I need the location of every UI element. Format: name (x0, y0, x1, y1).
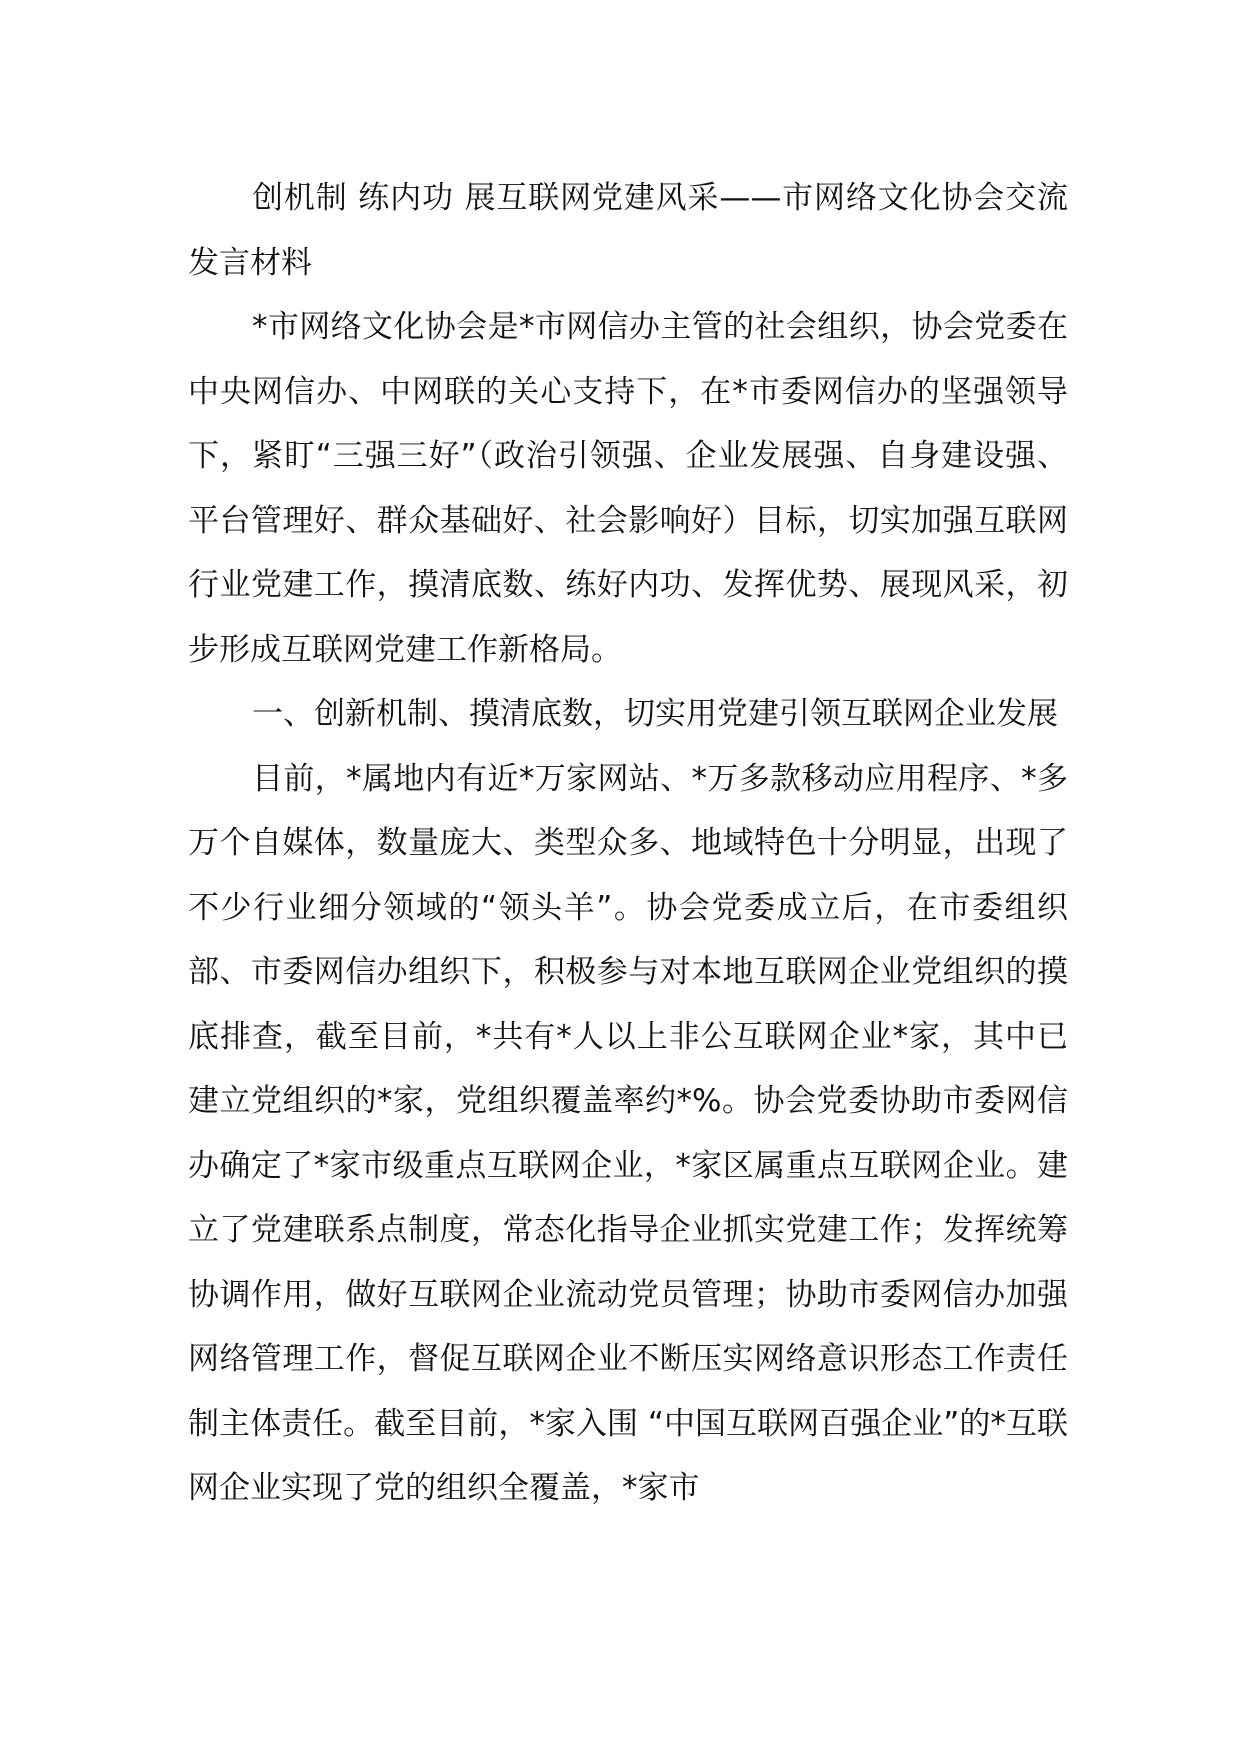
paragraph-section-1: 目前，*属地内有近*万家网站、*万多款移动应用程序、*多万个自媒体，数量庞大、类型众多、地域特色十分明显，出现了不少行业细分领域的“领头羊”。协会党委成立后，在市委组织部、市委网信办组织下，积极参与对本地互联网企业党组织的摸底排查，截至目前，*共有*人以上非公互联网企业*家，其中已建立党组织的*家，党组织覆盖率约*%。协会党委协助市委网信办确定了*家市级重点互联网企业，*家区属重点互联网企业。建立了党建联系点制度，常态化指导企业抓实党建工作；发挥统筹协调作用，做好互联网企业流动党员管理；协助市委网信办加强网络管理工作，督促互联网企业不断压实网络意识形态工作责任制主体责任。截至目前，*家入围 “中国互联网百强企业”的*互联网企业实现了党的组织全覆盖，*家市 (188, 760, 1068, 1506)
section-heading-1: 一、创新机制、摸清底数，切实用党建引领互联网企业发展 (252, 696, 1058, 732)
document-body (188, 166, 1068, 1521)
paragraph-intro: *市网络文化协会是*市网信办主管的社会组织，协会党委在中央网信办、中网联的关心支持下，在*市委网信办的坚强领导下，紧盯“三强三好”（政治引领强、企业发展强、自身建设强、平台管理好、群众基础好、社会影响好）目标，切实加强互联网行业党建工作，摸清底数、练好内功、发挥优势、展现风采，初步形成互联网党建工作新格局。 (188, 309, 1068, 668)
document-title: 创机制 练内功 展互联网党建风采——市网络文化协会交流发言材料 (188, 180, 1068, 281)
